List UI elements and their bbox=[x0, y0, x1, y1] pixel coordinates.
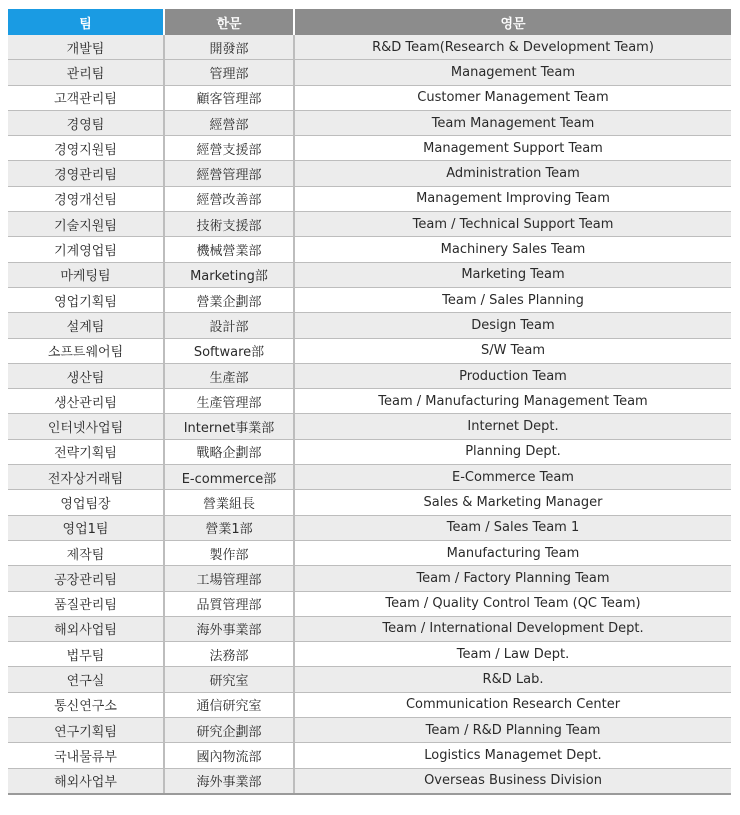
table-row bbox=[8, 338, 731, 363]
hanja-name-cell: 製作部 bbox=[164, 540, 294, 565]
english-name-cell: Team Management Team bbox=[294, 110, 731, 135]
table-row bbox=[8, 186, 731, 211]
korean-name-cell: 해외사업팀 bbox=[8, 616, 164, 641]
korean-name-cell: 경영개선팀 bbox=[8, 186, 164, 211]
table-row bbox=[8, 540, 731, 565]
english-name-cell: Team / Quality Control Team (QC Team) bbox=[294, 591, 731, 616]
korean-name-cell: 마케팅팀 bbox=[8, 262, 164, 287]
table-row bbox=[8, 718, 731, 743]
table-body bbox=[8, 35, 731, 794]
team-name-table bbox=[8, 9, 731, 795]
hanja-name-cell: 品質管理部 bbox=[164, 591, 294, 616]
table-row bbox=[8, 465, 731, 490]
korean-name-cell: 공장관리팀 bbox=[8, 566, 164, 591]
korean-name-cell: 개발팀 bbox=[8, 35, 164, 60]
hanja-name-cell: 海外事業部 bbox=[164, 768, 294, 794]
english-name-cell: Team / International Development Dept. bbox=[294, 616, 731, 641]
table-row bbox=[8, 212, 731, 237]
english-name-cell: R&D Team(Research & Development Team) bbox=[294, 35, 731, 60]
table-row bbox=[8, 110, 731, 135]
hanja-name-cell: E-commerce部 bbox=[164, 465, 294, 490]
korean-name-cell: 경영팀 bbox=[8, 110, 164, 135]
english-name-cell: Management Team bbox=[294, 60, 731, 85]
hanja-name-cell: 機械營業部 bbox=[164, 237, 294, 262]
hanja-name-cell: 經營部 bbox=[164, 110, 294, 135]
hanja-name-cell: 設計部 bbox=[164, 313, 294, 338]
hanja-name-cell: Software部 bbox=[164, 338, 294, 363]
table-row bbox=[8, 287, 731, 312]
table-row bbox=[8, 642, 731, 667]
hanja-name-cell: 開發部 bbox=[164, 35, 294, 60]
korean-name-cell: 연구실 bbox=[8, 667, 164, 692]
table-row bbox=[8, 566, 731, 591]
korean-name-cell: 통신연구소 bbox=[8, 692, 164, 717]
korean-name-cell: 인터넷사업팀 bbox=[8, 414, 164, 439]
hanja-name-cell: 經營管理部 bbox=[164, 161, 294, 186]
hanja-name-cell: 生產部 bbox=[164, 363, 294, 388]
korean-name-cell: 해외사업부 bbox=[8, 768, 164, 794]
hanja-name-cell: 營業企劃部 bbox=[164, 287, 294, 312]
hanja-name-cell: 經營改善部 bbox=[164, 186, 294, 211]
table-row bbox=[8, 692, 731, 717]
english-name-cell: R&D Lab. bbox=[294, 667, 731, 692]
hanja-name-cell: 生產管理部 bbox=[164, 389, 294, 414]
table-row bbox=[8, 313, 731, 338]
table-row bbox=[8, 262, 731, 287]
english-name-cell: Team / Manufacturing Management Team bbox=[294, 389, 731, 414]
english-name-cell: Management Support Team bbox=[294, 136, 731, 161]
english-name-cell: Team / R&D Planning Team bbox=[294, 718, 731, 743]
table-row bbox=[8, 616, 731, 641]
english-name-cell: Logistics Managemet Dept. bbox=[294, 743, 731, 768]
table-row bbox=[8, 591, 731, 616]
english-name-cell: Team / Technical Support Team bbox=[294, 212, 731, 237]
english-name-cell: E-Commerce Team bbox=[294, 465, 731, 490]
english-name-cell: Manufacturing Team bbox=[294, 540, 731, 565]
english-name-cell: Marketing Team bbox=[294, 262, 731, 287]
english-name-cell: Administration Team bbox=[294, 161, 731, 186]
hanja-name-cell: 法務部 bbox=[164, 642, 294, 667]
korean-name-cell: 영업팀장 bbox=[8, 490, 164, 515]
hanja-name-cell: 戰略企劃部 bbox=[164, 439, 294, 464]
hanja-name-cell: 國內物流部 bbox=[164, 743, 294, 768]
table-header-row bbox=[8, 9, 731, 35]
table-row bbox=[8, 60, 731, 85]
hanja-name-cell: 工場管理部 bbox=[164, 566, 294, 591]
korean-name-cell: 국내물류부 bbox=[8, 743, 164, 768]
english-name-cell: S/W Team bbox=[294, 338, 731, 363]
korean-name-cell: 품질관리팀 bbox=[8, 591, 164, 616]
english-name-cell: Internet Dept. bbox=[294, 414, 731, 439]
korean-name-cell: 전략기획팀 bbox=[8, 439, 164, 464]
english-name-cell: Management Improving Team bbox=[294, 186, 731, 211]
korean-name-cell: 경영관리팀 bbox=[8, 161, 164, 186]
english-name-cell: Machinery Sales Team bbox=[294, 237, 731, 262]
korean-name-cell: 소프트웨어팀 bbox=[8, 338, 164, 363]
korean-name-cell: 제작팀 bbox=[8, 540, 164, 565]
english-name-cell: Team / Sales Planning bbox=[294, 287, 731, 312]
english-name-cell: Overseas Business Division bbox=[294, 768, 731, 794]
team-name-table-container bbox=[8, 9, 731, 795]
table-row bbox=[8, 490, 731, 515]
korean-name-cell: 생산관리팀 bbox=[8, 389, 164, 414]
korean-name-cell: 경영지원팀 bbox=[8, 136, 164, 161]
header-hanja: 한문 bbox=[164, 9, 294, 35]
korean-name-cell: 생산팀 bbox=[8, 363, 164, 388]
table-row bbox=[8, 136, 731, 161]
hanja-name-cell: 研究室 bbox=[164, 667, 294, 692]
table-row bbox=[8, 768, 731, 794]
hanja-name-cell: 通信研究室 bbox=[164, 692, 294, 717]
korean-name-cell: 연구기획팀 bbox=[8, 718, 164, 743]
hanja-name-cell: 營業組長 bbox=[164, 490, 294, 515]
hanja-name-cell: 技術支援部 bbox=[164, 212, 294, 237]
table-row bbox=[8, 161, 731, 186]
hanja-name-cell: 管理部 bbox=[164, 60, 294, 85]
korean-name-cell: 설계팀 bbox=[8, 313, 164, 338]
hanja-name-cell: 經營支援部 bbox=[164, 136, 294, 161]
table-row bbox=[8, 237, 731, 262]
header-english: 영문 bbox=[294, 9, 731, 35]
table-row bbox=[8, 667, 731, 692]
table-row bbox=[8, 363, 731, 388]
korean-name-cell: 영업기획팀 bbox=[8, 287, 164, 312]
table-row bbox=[8, 743, 731, 768]
english-name-cell: Planning Dept. bbox=[294, 439, 731, 464]
hanja-name-cell: 海外事業部 bbox=[164, 616, 294, 641]
korean-name-cell: 고객관리팀 bbox=[8, 85, 164, 110]
hanja-name-cell: Internet事業部 bbox=[164, 414, 294, 439]
english-name-cell: Production Team bbox=[294, 363, 731, 388]
table-row bbox=[8, 414, 731, 439]
english-name-cell: Team / Sales Team 1 bbox=[294, 515, 731, 540]
english-name-cell: Design Team bbox=[294, 313, 731, 338]
korean-name-cell: 전자상거래팀 bbox=[8, 465, 164, 490]
hanja-name-cell: 顧客管理部 bbox=[164, 85, 294, 110]
english-name-cell: Customer Management Team bbox=[294, 85, 731, 110]
hanja-name-cell: 營業1部 bbox=[164, 515, 294, 540]
table-row bbox=[8, 515, 731, 540]
hanja-name-cell: Marketing部 bbox=[164, 262, 294, 287]
hanja-name-cell: 研究企劃部 bbox=[164, 718, 294, 743]
table-row bbox=[8, 439, 731, 464]
header-team: 팀 bbox=[8, 9, 164, 35]
korean-name-cell: 기술지원팀 bbox=[8, 212, 164, 237]
table-row bbox=[8, 85, 731, 110]
korean-name-cell: 기계영업팀 bbox=[8, 237, 164, 262]
english-name-cell: Communication Research Center bbox=[294, 692, 731, 717]
english-name-cell: Team / Factory Planning Team bbox=[294, 566, 731, 591]
english-name-cell: Team / Law Dept. bbox=[294, 642, 731, 667]
english-name-cell: Sales & Marketing Manager bbox=[294, 490, 731, 515]
korean-name-cell: 영업1팀 bbox=[8, 515, 164, 540]
korean-name-cell: 관리팀 bbox=[8, 60, 164, 85]
table-row bbox=[8, 389, 731, 414]
table-row bbox=[8, 35, 731, 60]
korean-name-cell: 법무팀 bbox=[8, 642, 164, 667]
